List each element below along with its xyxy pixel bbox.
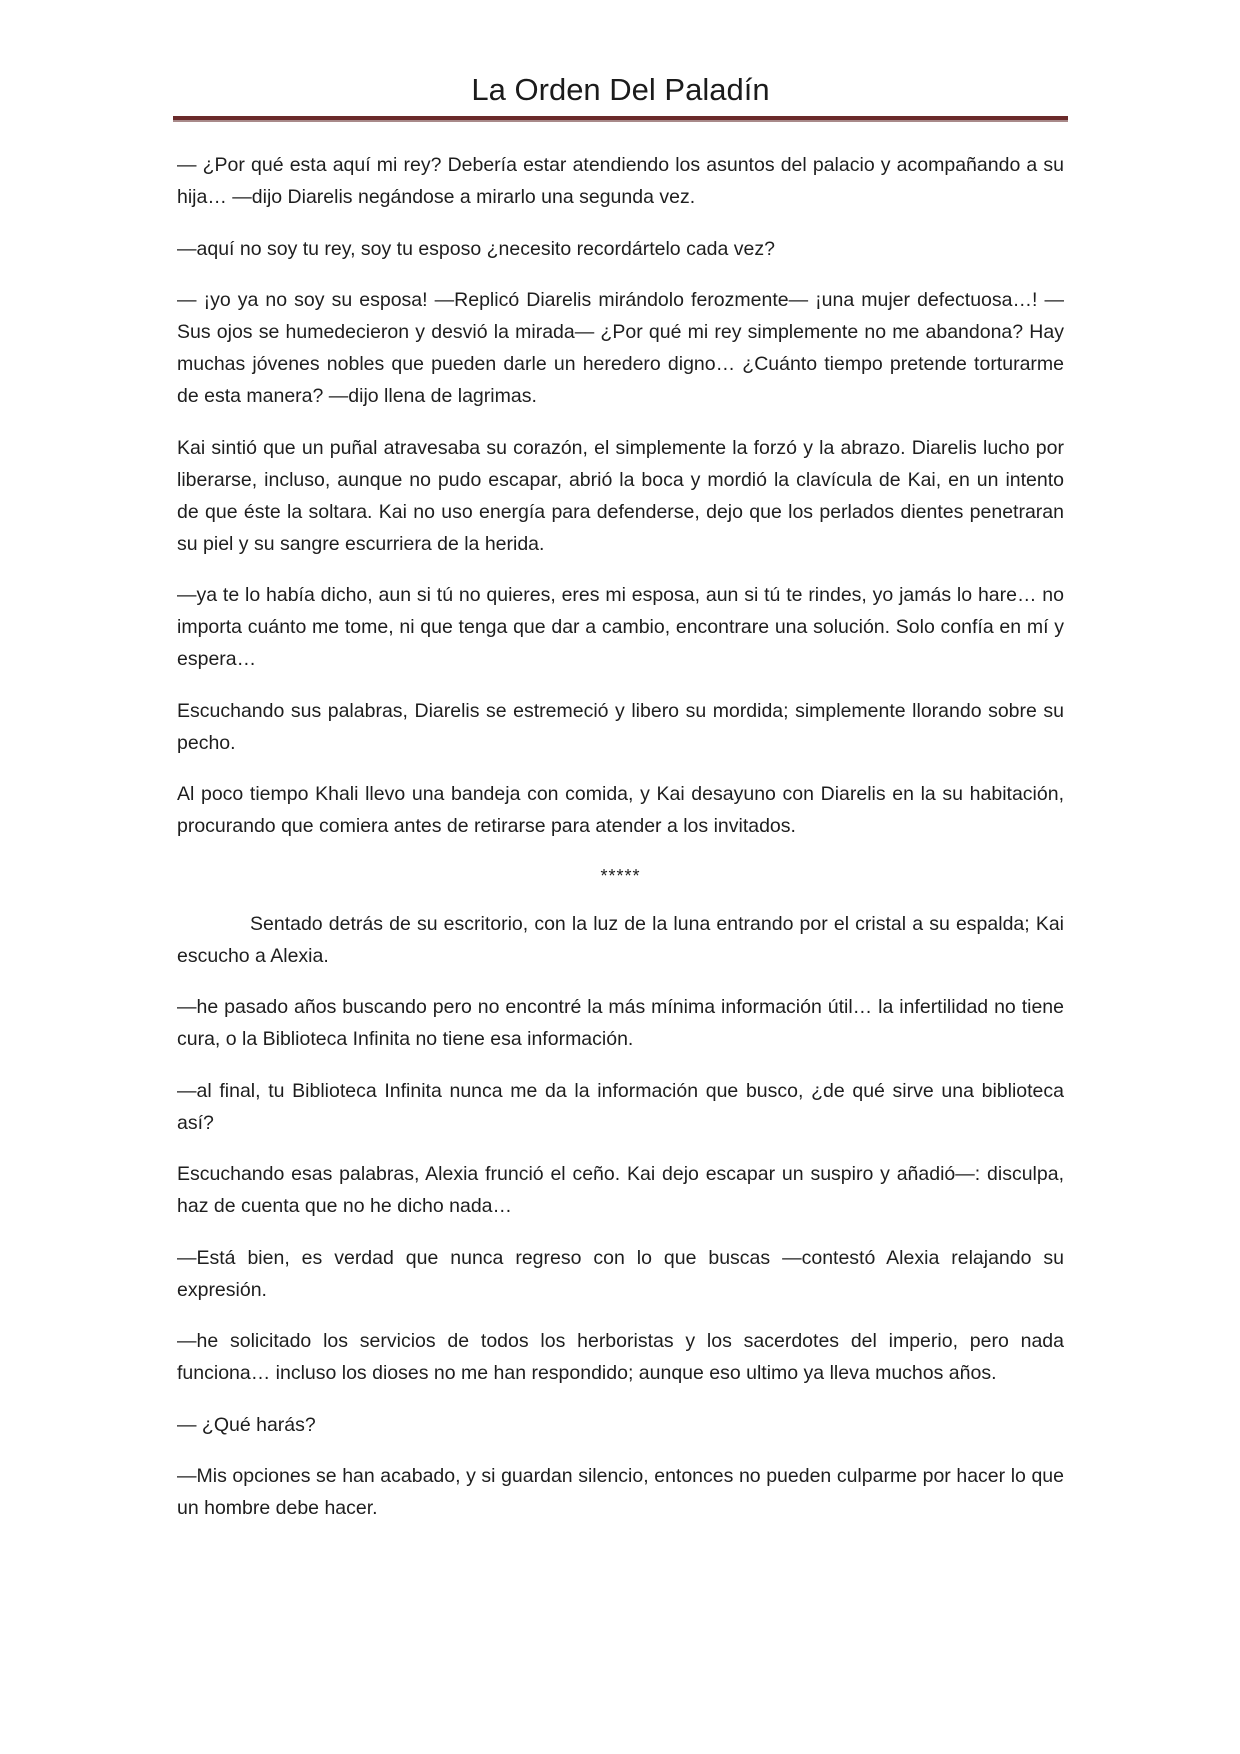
header-rule [173, 116, 1068, 122]
paragraph-12: —Está bien, es verdad que nunca regreso con lo que buscas —contestó Alexia relajando su expresión. [177, 1246, 1064, 1301]
paragraph-7: Al poco tiempo Khali llevo una bandeja con comida, y Kai desayuno con Diarelis en la su habitación, procurando que comiera antes de retirarse para atender a los invitados. [177, 783, 1064, 837]
paragraph-13: —he solicitado los servicios de todos los herboristas y los sacerdotes del imperio, pero nada funciona… incluso los dioses no me han respondido; aunque eso ultimo ya lleva muchos años. [177, 1330, 1064, 1384]
paragraph-9: —he pasado años buscando pero no encontré la más mínima información útil… la infertilidad no tiene cura, o la Biblioteca Infinita no tiene esa información. [177, 996, 1064, 1050]
paragraph-4: Kai sintió que un puñal atravesaba su corazón, el simplemente la forzó y la abrazo. Diarelis lucho por liberarse, incluso, aunque no pudo escapar, abrió la boca y mordió la clavícula de Kai, en un intento de que éste la soltara. Kai no uso energía para defenderse, dejo que los perlados dientes penetraran su piel y su sangre escurriera de la herida. [177, 436, 1064, 555]
paragraph-6: Escuchando sus palabras, Diarelis se estremeció y libero su mordida; simplemente llorando sobre su pecho. [177, 699, 1064, 754]
paragraph-14: — ¿Qué harás? [177, 1413, 316, 1436]
paragraph-3: — ¡yo ya no soy su esposa! —Replicó Diarelis mirándolo ferozmente— ¡una mujer defectuosa…! —Sus ojos se humedecieron y desvió la mirada— ¿Por qué mi rey simplemente no me abandona? Hay muchas jóvenes nobles que pueden darle un heredero digno… ¿Cuánto tiempo pretende torturarme de esta manera? —dijo llena de lagrimas. [177, 289, 1064, 407]
paragraph-5: —ya te lo había dicho, aun si tú no quieres, eres mi esposa, aun si tú te rindes, yo jamás lo hare… no importa cuánto me tome, ni que tenga que dar a cambio, encontrare una solución. Solo confía en mí y espera… [177, 584, 1064, 670]
scene-break: ***** [600, 865, 641, 886]
paragraph-11: Escuchando esas palabras, Alexia frunció el ceño. Kai dejo escapar un suspiro y añadió—: disculpa, haz de cuenta que no he dicho nada… [177, 1163, 1064, 1217]
paragraph-15: —Mis opciones se han acabado, y si guardan silencio, entonces no pueden culparme por hacer lo que un hombre debe hacer. [177, 1465, 1064, 1519]
paragraph-8: Sentado detrás de su escritorio, con la luz de la luna entrando por el cristal a su espalda; Kai escucho a Alexia. [177, 912, 1064, 967]
paragraph-2: —aquí no soy tu rey, soy tu esposo ¿necesito recordártelo cada vez? [177, 237, 775, 260]
page-title: La Orden Del Paladín [471, 72, 770, 107]
paragraph-1: — ¿Por qué esta aquí mi rey? Debería estar atendiendo los asuntos del palacio y acompañando a su hija… —dijo Diarelis negándose a mirarlo una segunda vez. [177, 154, 1064, 208]
page-header [173, 70, 1068, 122]
body-text [177, 149, 1064, 1544]
paragraph-10: —al final, tu Biblioteca Infinita nunca me da la información que busco, ¿de qué sirve una biblioteca así? [177, 1079, 1064, 1134]
